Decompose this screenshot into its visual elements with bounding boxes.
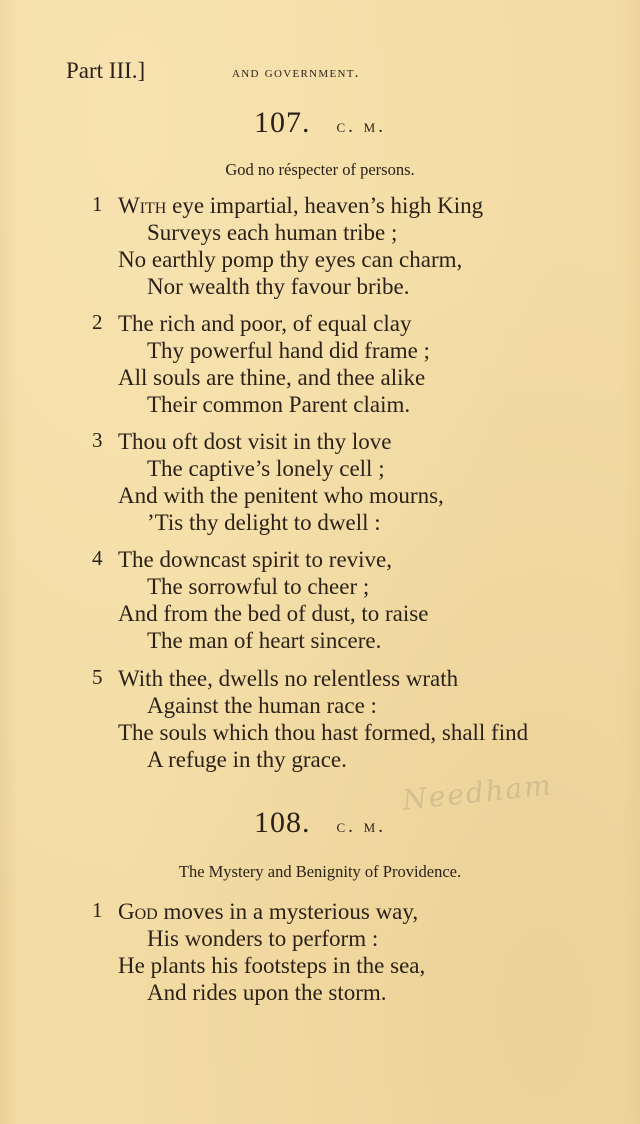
stanza-number: 1 xyxy=(92,898,103,922)
pencil-signature: Needham xyxy=(400,768,555,817)
running-head xyxy=(66,58,586,92)
verse-line: ’Tis thy delight to dwell : xyxy=(147,510,381,535)
stanza-number: 4 xyxy=(92,546,103,570)
verse-line: And from the bed of dust, to raise xyxy=(118,601,429,626)
hymn-meter: c. m. xyxy=(336,116,386,137)
verse-line: The sorrowful to cheer ; xyxy=(147,574,370,599)
first-word: God xyxy=(118,899,158,924)
hymn-subtitle: The Mystery and Benignity of Providence. xyxy=(178,862,462,881)
verse-line: Surveys each human tribe ; xyxy=(147,220,398,245)
verse-line: The downcast spirit to revive, xyxy=(118,547,393,572)
verse-line: With eye impartial, heaven’s high King xyxy=(118,193,484,218)
verse-line: Thou oft dost visit in thy love xyxy=(118,429,392,454)
hymn-number: 108. xyxy=(254,806,311,839)
hymn-107-header xyxy=(0,106,640,140)
stanza-number: 2 xyxy=(92,310,103,334)
stanza-2 xyxy=(92,310,430,418)
verse-line: Nor wealth thy favour bribe. xyxy=(147,274,410,299)
hymn-meter: c. m. xyxy=(336,816,386,837)
verse-line: All souls are thine, and thee alike xyxy=(118,365,426,390)
stanza-number: 5 xyxy=(92,665,103,689)
hymn-subtitle: God no réspecter of persons. xyxy=(225,160,415,179)
verse-line: Against the human race : xyxy=(147,693,377,718)
stanza-3 xyxy=(92,428,444,536)
stanza-1 xyxy=(92,192,483,300)
verse-line: No earthly pomp thy eyes can charm, xyxy=(118,247,463,272)
running-title: and government. xyxy=(232,65,360,81)
verse-line: His wonders to perform : xyxy=(147,926,379,951)
verse-line: He plants his footsteps in the sea, xyxy=(118,953,426,978)
hymn-number: 107. xyxy=(254,106,311,139)
verse-line: Thy powerful hand did frame ; xyxy=(147,338,430,363)
stanza-number: 1 xyxy=(92,192,103,216)
stanza-1 xyxy=(92,898,425,1006)
verse-line: The souls which thou hast formed, shall find xyxy=(118,720,529,745)
verse-line: A refuge in thy grace. xyxy=(147,747,347,772)
part-label: Part III.] xyxy=(66,58,146,83)
stanza-5 xyxy=(92,665,528,773)
first-word: With xyxy=(118,193,167,218)
verse-line: The rich and poor, of equal clay xyxy=(118,311,412,336)
verse-line: And with the penitent who mourns, xyxy=(118,483,444,508)
verse-line: With thee, dwells no relentless wrath xyxy=(118,666,459,691)
verse-line: And rides upon the storm. xyxy=(147,980,387,1005)
verse-line: God moves in a mysterious way, xyxy=(118,899,419,924)
verse-line: Their common Parent claim. xyxy=(147,392,411,417)
stanza-4 xyxy=(92,546,428,654)
stanza-number: 3 xyxy=(92,428,103,452)
verse-line: The captive’s lonely cell ; xyxy=(147,456,385,481)
verse-line: The man of heart sincere. xyxy=(147,628,382,653)
hymn-108-header xyxy=(0,806,640,840)
